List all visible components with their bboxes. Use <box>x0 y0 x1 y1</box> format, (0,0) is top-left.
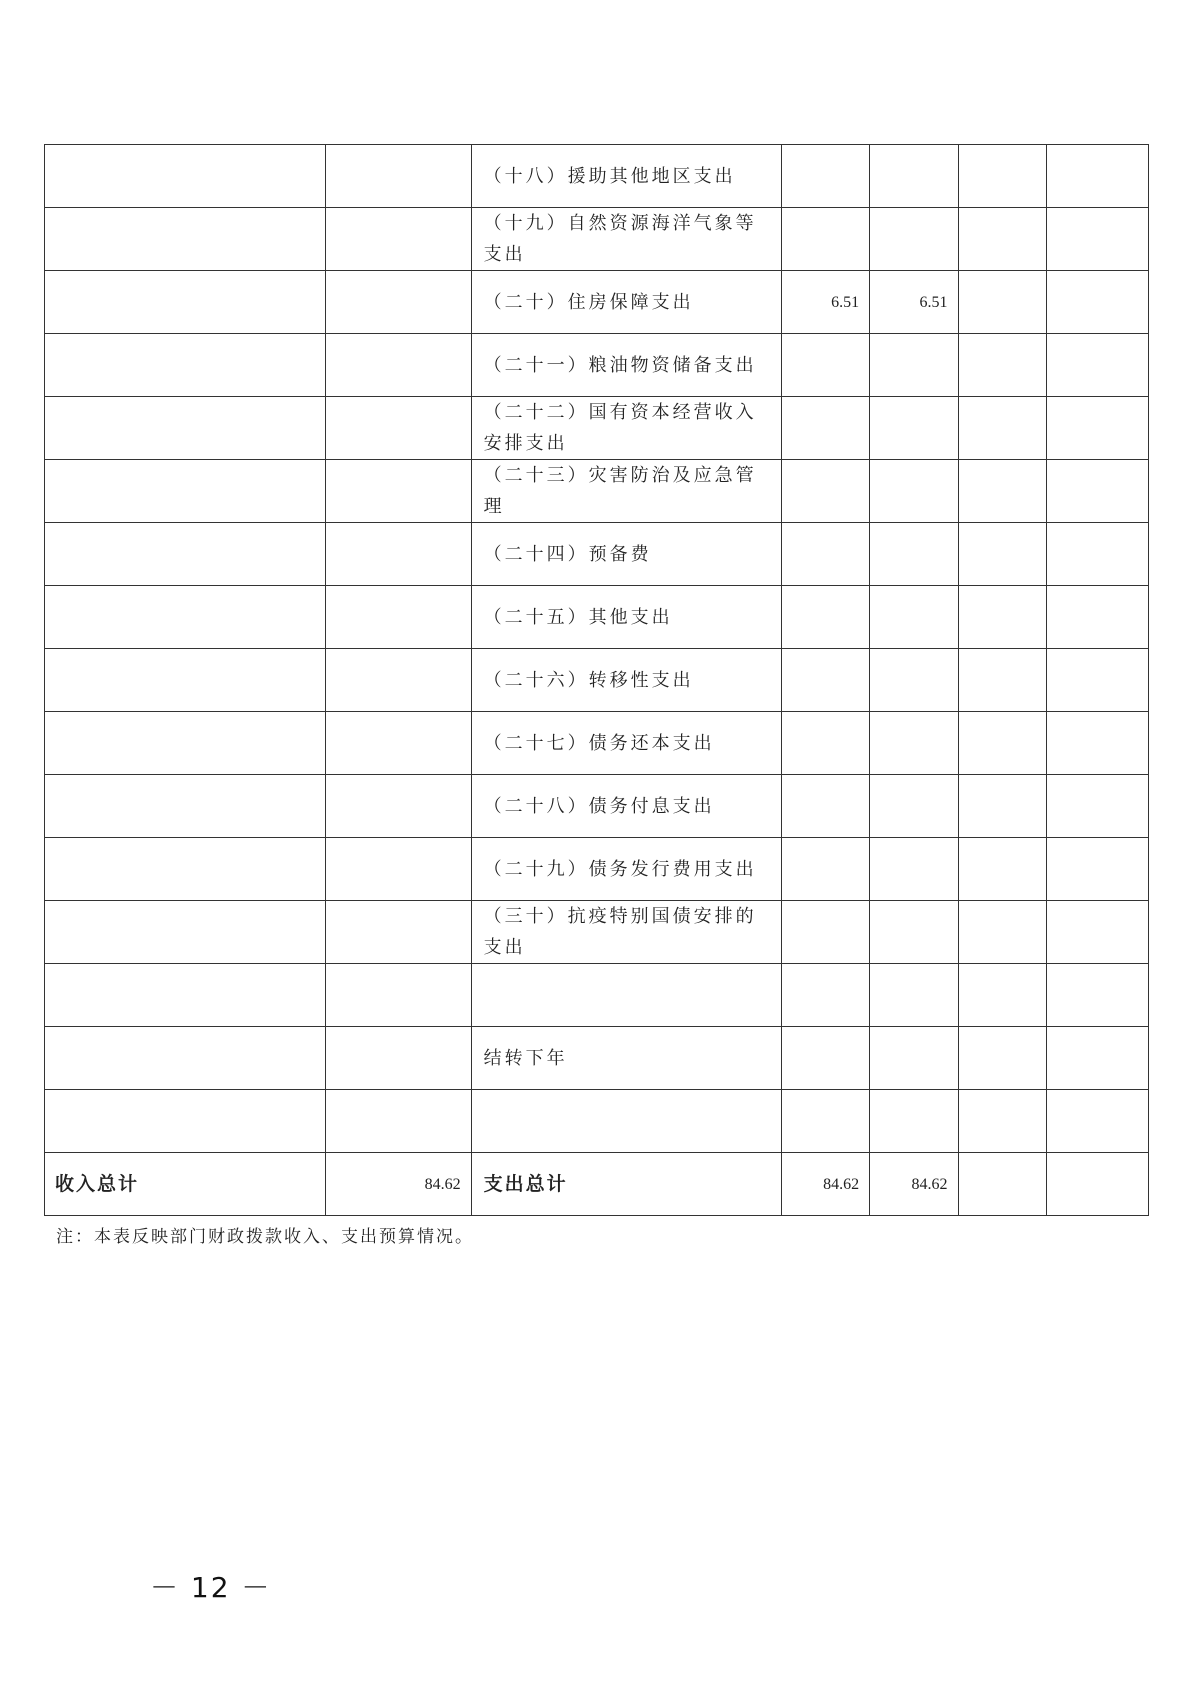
income-amount-cell <box>325 460 471 523</box>
expense-amount-cell <box>781 334 869 397</box>
income-total-label: 收入总计 <box>45 1153 326 1216</box>
table-row <box>45 649 1149 712</box>
fiscal-amount-cell <box>870 334 958 397</box>
expense-item-name: （二十一）粮油物资储备支出 <box>471 334 781 397</box>
empty-cell <box>958 1090 1046 1153</box>
income-amount-cell <box>325 145 471 208</box>
income-item-cell <box>45 460 326 523</box>
expense-amount-cell <box>781 145 869 208</box>
fiscal-amount-cell <box>870 460 958 523</box>
fiscal-amount-cell <box>870 964 958 1027</box>
expense-amount-cell <box>781 208 869 271</box>
empty-cell <box>1046 523 1148 586</box>
expense-amount-cell: 6.51 <box>781 271 869 334</box>
empty-cell <box>1046 1027 1148 1090</box>
expense-amount-cell <box>781 460 869 523</box>
expense-item-name: （二十三）灾害防治及应急管理 <box>471 460 781 523</box>
fiscal-amount-cell <box>870 397 958 460</box>
income-item-cell <box>45 712 326 775</box>
empty-cell <box>958 271 1046 334</box>
empty-cell <box>1046 145 1148 208</box>
income-amount-cell <box>325 523 471 586</box>
expense-amount-cell <box>781 649 869 712</box>
fiscal-amount-cell <box>870 145 958 208</box>
fiscal-amount-cell <box>870 1027 958 1090</box>
total-row <box>45 1153 1149 1216</box>
fiscal-amount-cell <box>870 712 958 775</box>
expense-item-name: （二十）住房保障支出 <box>471 271 781 334</box>
empty-cell <box>958 145 1046 208</box>
income-amount-cell <box>325 775 471 838</box>
income-item-cell <box>45 397 326 460</box>
income-item-cell <box>45 334 326 397</box>
fiscal-amount-cell <box>870 523 958 586</box>
empty-cell <box>958 1153 1046 1216</box>
empty-cell <box>1046 1153 1148 1216</box>
income-item-cell <box>45 901 326 964</box>
expense-item-name: （二十九）债务发行费用支出 <box>471 838 781 901</box>
table-row <box>45 964 1149 1027</box>
table-row <box>45 271 1149 334</box>
expense-item-name <box>471 1090 781 1153</box>
income-item-cell <box>45 1090 326 1153</box>
expense-amount-cell <box>781 586 869 649</box>
expense-item-name: 结转下年 <box>471 1027 781 1090</box>
fiscal-amount-cell <box>870 901 958 964</box>
income-amount-cell <box>325 586 471 649</box>
income-item-cell <box>45 523 326 586</box>
budget-table <box>44 144 1149 1216</box>
income-amount-cell <box>325 964 471 1027</box>
empty-cell <box>958 775 1046 838</box>
expense-item-name: （三十）抗疫特别国债安排的支出 <box>471 901 781 964</box>
expense-item-name: （二十四）预备费 <box>471 523 781 586</box>
empty-cell <box>1046 838 1148 901</box>
page-number: － 12 － <box>150 1571 272 1604</box>
table-row <box>45 145 1149 208</box>
fiscal-amount-cell: 6.51 <box>870 271 958 334</box>
empty-cell <box>958 523 1046 586</box>
expense-total-label: 支出总计 <box>471 1153 781 1216</box>
table-row <box>45 334 1149 397</box>
expense-item-name: （二十八）债务付息支出 <box>471 775 781 838</box>
income-item-cell <box>45 208 326 271</box>
empty-cell <box>1046 775 1148 838</box>
expense-amount-cell <box>781 775 869 838</box>
empty-cell <box>958 586 1046 649</box>
empty-cell <box>958 397 1046 460</box>
income-amount-cell <box>325 1027 471 1090</box>
empty-cell <box>958 208 1046 271</box>
empty-cell <box>1046 397 1148 460</box>
fiscal-amount-cell <box>870 586 958 649</box>
expense-amount-cell <box>781 1090 869 1153</box>
expense-item-name <box>471 964 781 1027</box>
table-row <box>45 1090 1149 1153</box>
empty-cell <box>1046 712 1148 775</box>
expense-item-name: （二十七）债务还本支出 <box>471 712 781 775</box>
fiscal-amount-cell <box>870 649 958 712</box>
income-item-cell <box>45 145 326 208</box>
table-row <box>45 397 1149 460</box>
expense-amount-cell <box>781 397 869 460</box>
income-amount-cell <box>325 1090 471 1153</box>
empty-cell <box>1046 334 1148 397</box>
empty-cell <box>958 838 1046 901</box>
empty-cell <box>1046 649 1148 712</box>
expense-amount-cell <box>781 712 869 775</box>
table-row <box>45 523 1149 586</box>
expense-amount-cell <box>781 901 869 964</box>
table-row <box>45 460 1149 523</box>
empty-cell <box>1046 586 1148 649</box>
table-row <box>45 586 1149 649</box>
table-row <box>45 838 1149 901</box>
income-amount-cell <box>325 397 471 460</box>
empty-cell <box>958 901 1046 964</box>
expense-item-name: （二十五）其他支出 <box>471 586 781 649</box>
table-body <box>45 145 1149 1153</box>
table-row <box>45 775 1149 838</box>
expense-total-value: 84.62 <box>781 1153 869 1216</box>
income-item-cell <box>45 586 326 649</box>
empty-cell <box>1046 271 1148 334</box>
table-row <box>45 208 1149 271</box>
table-row <box>45 712 1149 775</box>
empty-cell <box>1046 208 1148 271</box>
income-item-cell <box>45 271 326 334</box>
income-item-cell <box>45 775 326 838</box>
fiscal-amount-cell <box>870 838 958 901</box>
expense-item-name: （十九）自然资源海洋气象等支出 <box>471 208 781 271</box>
table-row <box>45 901 1149 964</box>
expense-amount-cell <box>781 1027 869 1090</box>
expense-item-name: （十八）援助其他地区支出 <box>471 145 781 208</box>
empty-cell <box>958 334 1046 397</box>
expense-item-name: （二十二）国有资本经营收入安排支出 <box>471 397 781 460</box>
income-item-cell <box>45 1027 326 1090</box>
empty-cell <box>1046 901 1148 964</box>
empty-cell <box>958 964 1046 1027</box>
table-note: 注：本表反映部门财政拨款收入、支出预算情况。 <box>56 1227 474 1247</box>
income-amount-cell <box>325 649 471 712</box>
fiscal-amount-cell <box>870 1090 958 1153</box>
income-amount-cell <box>325 271 471 334</box>
empty-cell <box>1046 1090 1148 1153</box>
expense-amount-cell <box>781 964 869 1027</box>
income-amount-cell <box>325 334 471 397</box>
empty-cell <box>1046 964 1148 1027</box>
expense-amount-cell <box>781 838 869 901</box>
empty-cell <box>958 712 1046 775</box>
empty-cell <box>958 460 1046 523</box>
empty-cell <box>958 1027 1046 1090</box>
income-total-value: 84.62 <box>325 1153 471 1216</box>
empty-cell <box>958 649 1046 712</box>
fiscal-amount-cell <box>870 208 958 271</box>
expense-item-name: （二十六）转移性支出 <box>471 649 781 712</box>
income-amount-cell <box>325 208 471 271</box>
table-row <box>45 1027 1149 1090</box>
income-item-cell <box>45 649 326 712</box>
income-item-cell <box>45 838 326 901</box>
income-amount-cell <box>325 901 471 964</box>
empty-cell <box>1046 460 1148 523</box>
income-amount-cell <box>325 712 471 775</box>
expense-total-fiscal-value: 84.62 <box>870 1153 958 1216</box>
fiscal-amount-cell <box>870 775 958 838</box>
expense-amount-cell <box>781 523 869 586</box>
income-amount-cell <box>325 838 471 901</box>
income-item-cell <box>45 964 326 1027</box>
